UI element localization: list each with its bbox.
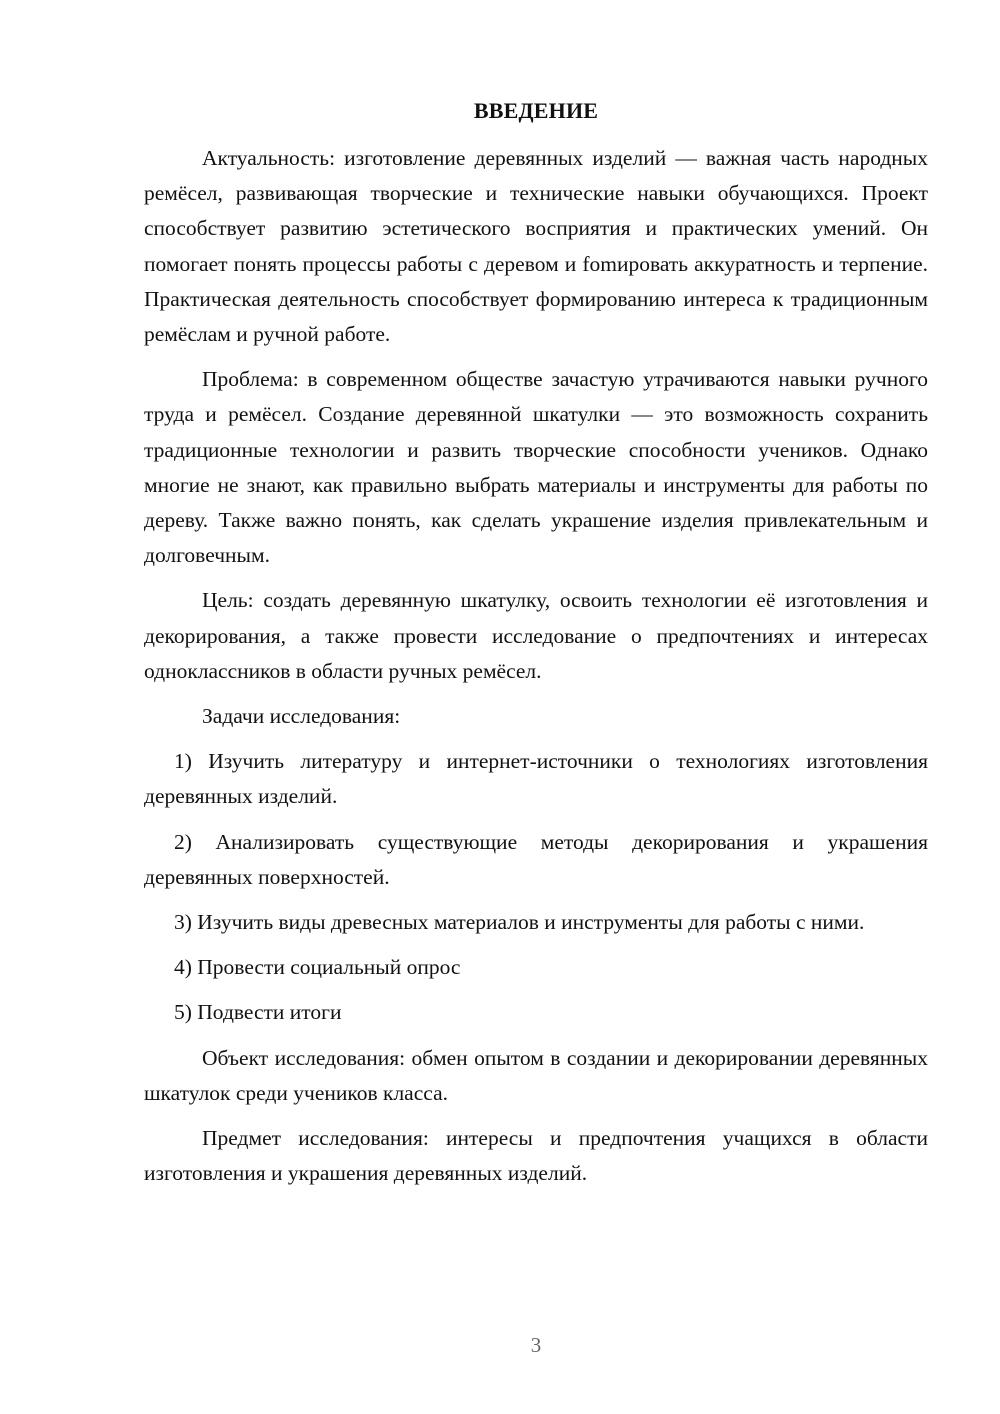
object-paragraph: Объект исследования: обмен опытом в создании и декорировании деревянных шкатулок среди учеников класса. <box>144 1045 928 1105</box>
goal-paragraph: Цель: создать деревянную шкатулку, освоить технологии её изготовления и декорирования, а также провести исследование о предпочтениях и интересах одноклассников в области ручных ремёсел. <box>144 588 928 683</box>
subject-paragraph: Предмет исследования: интересы и предпочтения учащихся в области изготовления и украшения деревянных изделий. <box>144 1126 928 1186</box>
page-number: 3 <box>530 1333 542 1357</box>
task-item-3: 3) Изучить виды древесных материалов и инструменты для работы с ними. <box>174 910 865 935</box>
task-item-2: 2) Анализировать существующие методы декорирования и украшения деревянных поверхностей. <box>144 829 928 889</box>
relevance-paragraph: Актуальность: изготовление деревянных изделий — важная часть народных ремёсел, развивающая творческие и технические навыки обучающихся. Проект способствует развитию эстетического восприятия и практических умений. Он помогает понять процессы работы с деревом и fomировать аккуратность и терпение. Практическая деятельность способствует формированию интереса к традиционным ремёслам и ручной работе. <box>144 146 928 347</box>
introduction-body <box>144 141 928 1201</box>
task-item-4: 4) Провести социальный опрос <box>174 955 461 980</box>
section-heading: ВВЕДЕНИЕ <box>473 98 599 123</box>
task-item-5: 5) Подвести итоги <box>174 1000 342 1025</box>
task-item-1: 1) Изучить литературу и интернет-источники о технологиях изготовления деревянных изделий. <box>144 749 928 809</box>
tasks-title: Задачи исследования: <box>202 704 401 729</box>
problem-paragraph: Проблема: в современном обществе зачастую утрачиваются навыки ручного труда и ремёсел. Создание деревянной шкатулки — это возможность сохранить традиционные технологии и развить творческие способности учеников. Однако многие не знают, как правильно выбрать материалы и инструменты для работы по дереву. Также важно понять, как сделать украшение изделия привлекательным и долговечным. <box>144 367 928 568</box>
